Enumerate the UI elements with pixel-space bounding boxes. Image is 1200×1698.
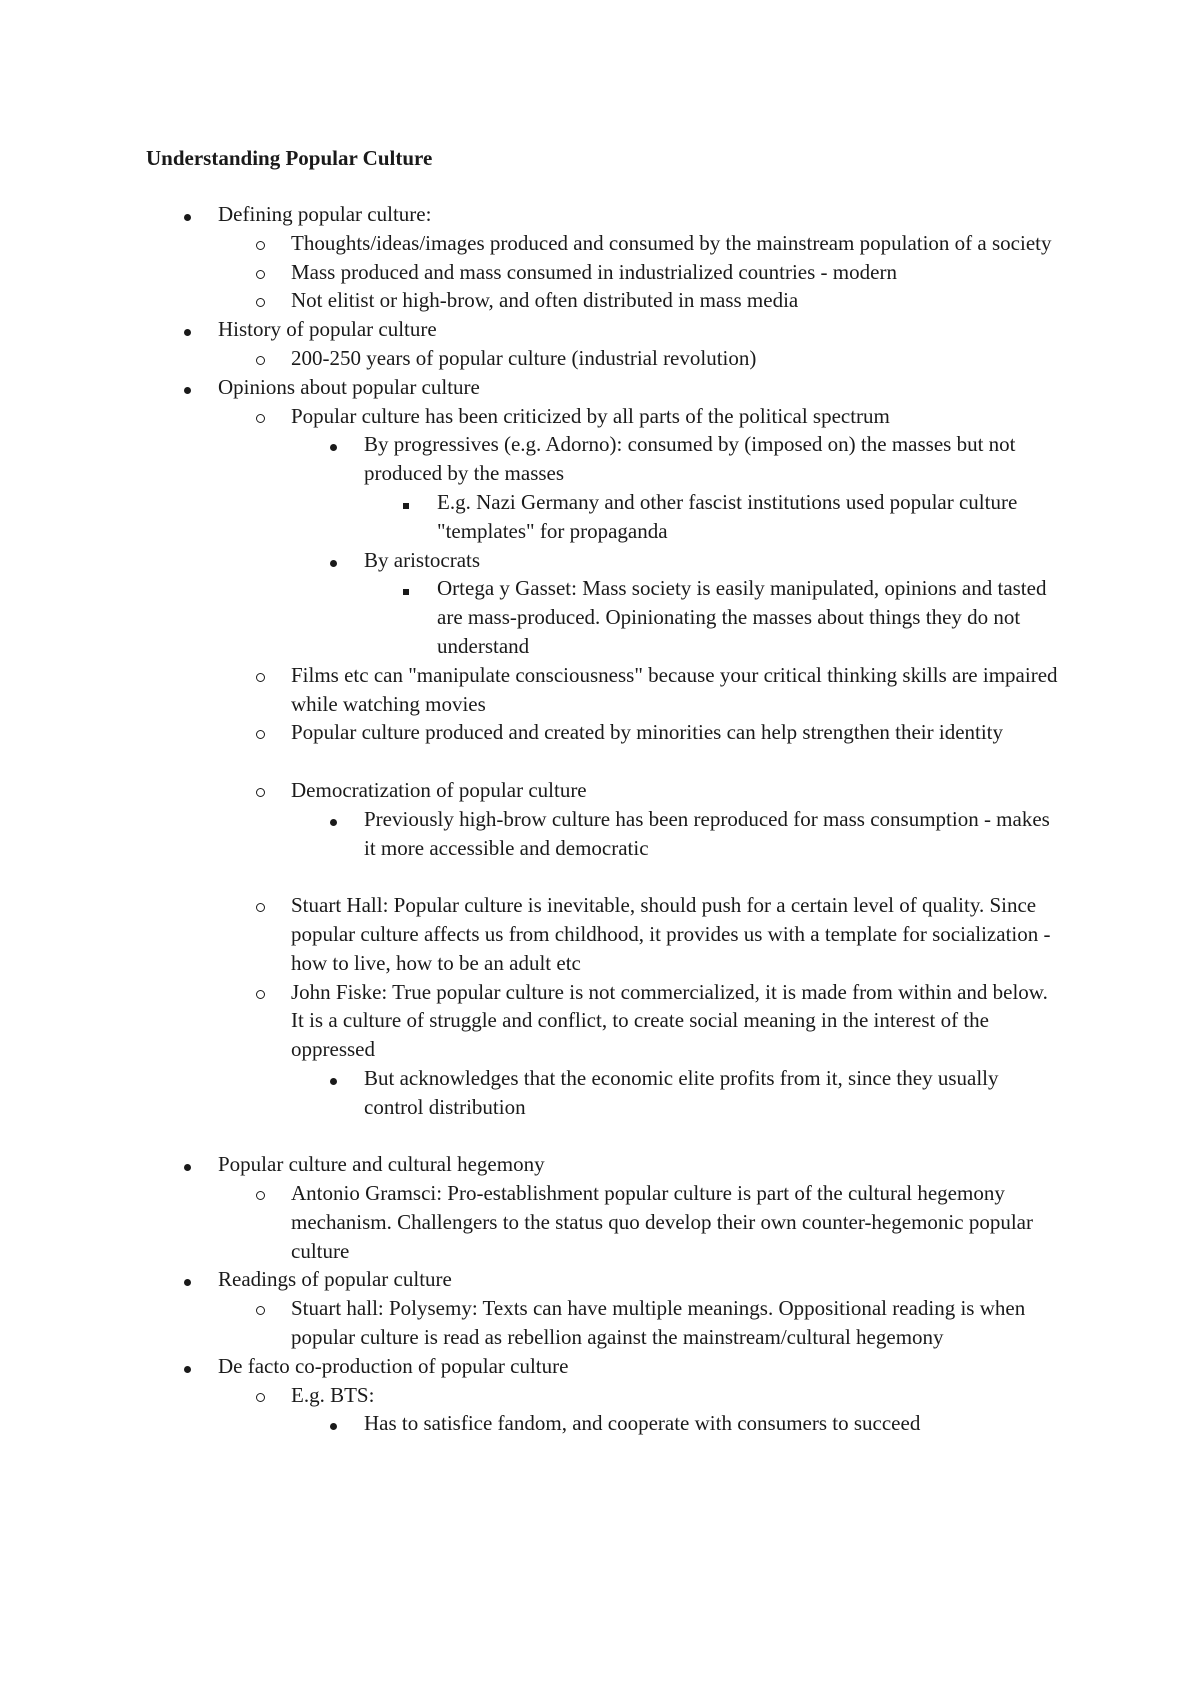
outline-item-level-2 [291,258,1061,287]
outline-item-level-2 [291,1381,1061,1410]
outline-item-level-3 [364,546,1054,575]
outline-item-level-1 [218,1265,1048,1294]
outline-item-text: John Fiske: True popular culture is not commercialized, it is made from within and below. It is a culture of struggle and conflict, to create social meaning in the interest of the oppressed [291,979,1048,1062]
outline-item-level-4 [437,574,1047,660]
outline-item-level-3 [364,1064,1054,1122]
outline-item-text: E.g. BTS: [291,1382,375,1407]
outline-item-level-4 [437,488,1047,546]
outline-item-level-2 [291,344,1061,373]
filled-bullet-icon [180,1352,194,1381]
outline-item-text: Ortega y Gasset: Mass society is easily manipulated, opinions and tasted are mass-produced. Opinionating the masses about things they do not understand [437,576,1047,658]
outline-item-level-2 [291,229,1061,258]
outline-item-text: Previously high-brow culture has been reproduced for mass consumption - makes it more accessible and democratic [364,806,1050,860]
square-bullet-icon [399,574,413,603]
outline-item-text: Antonio Gramsci: Pro-establishment popular culture is part of the cultural hegemony mechanism. Challengers to the status quo develop their own counter-hegemonic popular culture [291,1181,1033,1263]
outline-item-level-2 [291,286,1061,315]
filled-bullet-icon [180,1150,194,1179]
filled-bullet-icon [326,1409,340,1438]
filled-bullet-icon [326,546,340,575]
filled-bullet-icon [180,1265,194,1294]
hollow-circle-bullet-icon [253,891,267,920]
outline-item-text: 200-250 years of popular culture (industrial revolution) [291,345,757,370]
outline-item-text: Stuart Hall: Popular culture is inevitable, should push for a certain level of quality. Since popular culture affects us from childhood, it provides us with a template for socialization - how to live, how to be an adult etc [291,893,1051,975]
hollow-circle-bullet-icon [253,1381,267,1410]
filled-bullet-icon [180,373,194,402]
outline-item-text: Opinions about popular culture [218,374,480,399]
hollow-circle-bullet-icon [253,661,267,690]
outline-item-text: Popular culture produced and created by minorities can help strengthen their identity [291,720,1004,745]
outline-item-text: Readings of popular culture [218,1267,452,1292]
outline-item-level-1 [218,200,1048,229]
hollow-circle-bullet-icon [253,776,267,805]
outline-item-level-2 [291,1294,1061,1352]
outline-item-level-2 [291,402,1061,431]
outline-item-text: Popular culture and cultural hegemony [218,1152,545,1177]
outline-item-text: Has to satisfice fandom, and cooperate with consumers to succeed [364,1411,921,1436]
outline-item-text: Films etc can "manipulate consciousness" because your critical thinking skills are impaired while watching movies [291,662,1058,716]
document-title: Understanding Popular Culture [146,146,433,170]
filled-bullet-icon [326,805,340,834]
hollow-circle-bullet-icon [253,258,267,287]
filled-bullet-icon [326,430,340,459]
outline-item-level-3 [364,805,1054,863]
outline-item-level-2 [291,661,1061,719]
outline-item-text: Democratization of popular culture [291,777,587,802]
hollow-circle-bullet-icon [253,718,267,747]
hollow-circle-bullet-icon [253,229,267,258]
outline-item-text: E.g. Nazi Germany and other fascist institutions used popular culture "templates" for propaganda [437,489,1018,543]
outline-item-level-2 [291,718,1061,747]
outline-item-text: Defining popular culture: [218,202,432,226]
outline-item-text: By aristocrats [364,547,481,572]
outline-item-text: De facto co-production of popular culture [218,1353,569,1378]
filled-bullet-icon [180,200,194,229]
outline-item-level-2 [291,1179,1061,1265]
outline-item-text: Not elitist or high-brow, and often distributed in mass media [291,288,799,313]
outline-item-level-1 [218,1352,1048,1381]
outline-item-level-1 [218,1150,1048,1179]
outline-item-text: But acknowledges that the economic elite profits from it, since they usually control distribution [364,1065,999,1119]
outline-item-level-2 [291,978,1061,1064]
outline-item-text: Thoughts/ideas/images produced and consumed by the mainstream population of a society [291,230,1052,255]
outline-item-level-2 [291,776,1061,805]
outline-item-level-2 [291,891,1061,977]
hollow-circle-bullet-icon [253,1179,267,1208]
filled-bullet-icon [180,315,194,344]
bullet-outline [0,200,1200,1438]
hollow-circle-bullet-icon [253,344,267,373]
hollow-circle-bullet-icon [253,402,267,431]
filled-bullet-icon [326,1064,340,1093]
outline-item-text: History of popular culture [218,317,437,342]
outline-item-text: By progressives (e.g. Adorno): consumed by (imposed on) the masses but not produced by the masses [364,432,1016,486]
outline-item-text: Stuart hall: Polysemy: Texts can have multiple meanings. Oppositional reading is when popular culture is read as rebellion against the mainstream/cultural hegemony [291,1296,1026,1350]
outline-item-level-3 [364,430,1054,488]
square-bullet-icon [399,488,413,517]
outline-item-text: Popular culture has been criticized by all parts of the political spectrum [291,403,890,428]
hollow-circle-bullet-icon [253,978,267,1007]
hollow-circle-bullet-icon [253,286,267,315]
outline-item-text: Mass produced and mass consumed in industrialized countries - modern [291,259,897,284]
outline-item-level-1 [218,315,1048,344]
outline-item-level-3 [364,1409,1054,1438]
hollow-circle-bullet-icon [253,1294,267,1323]
outline-item-level-1 [218,373,1048,402]
